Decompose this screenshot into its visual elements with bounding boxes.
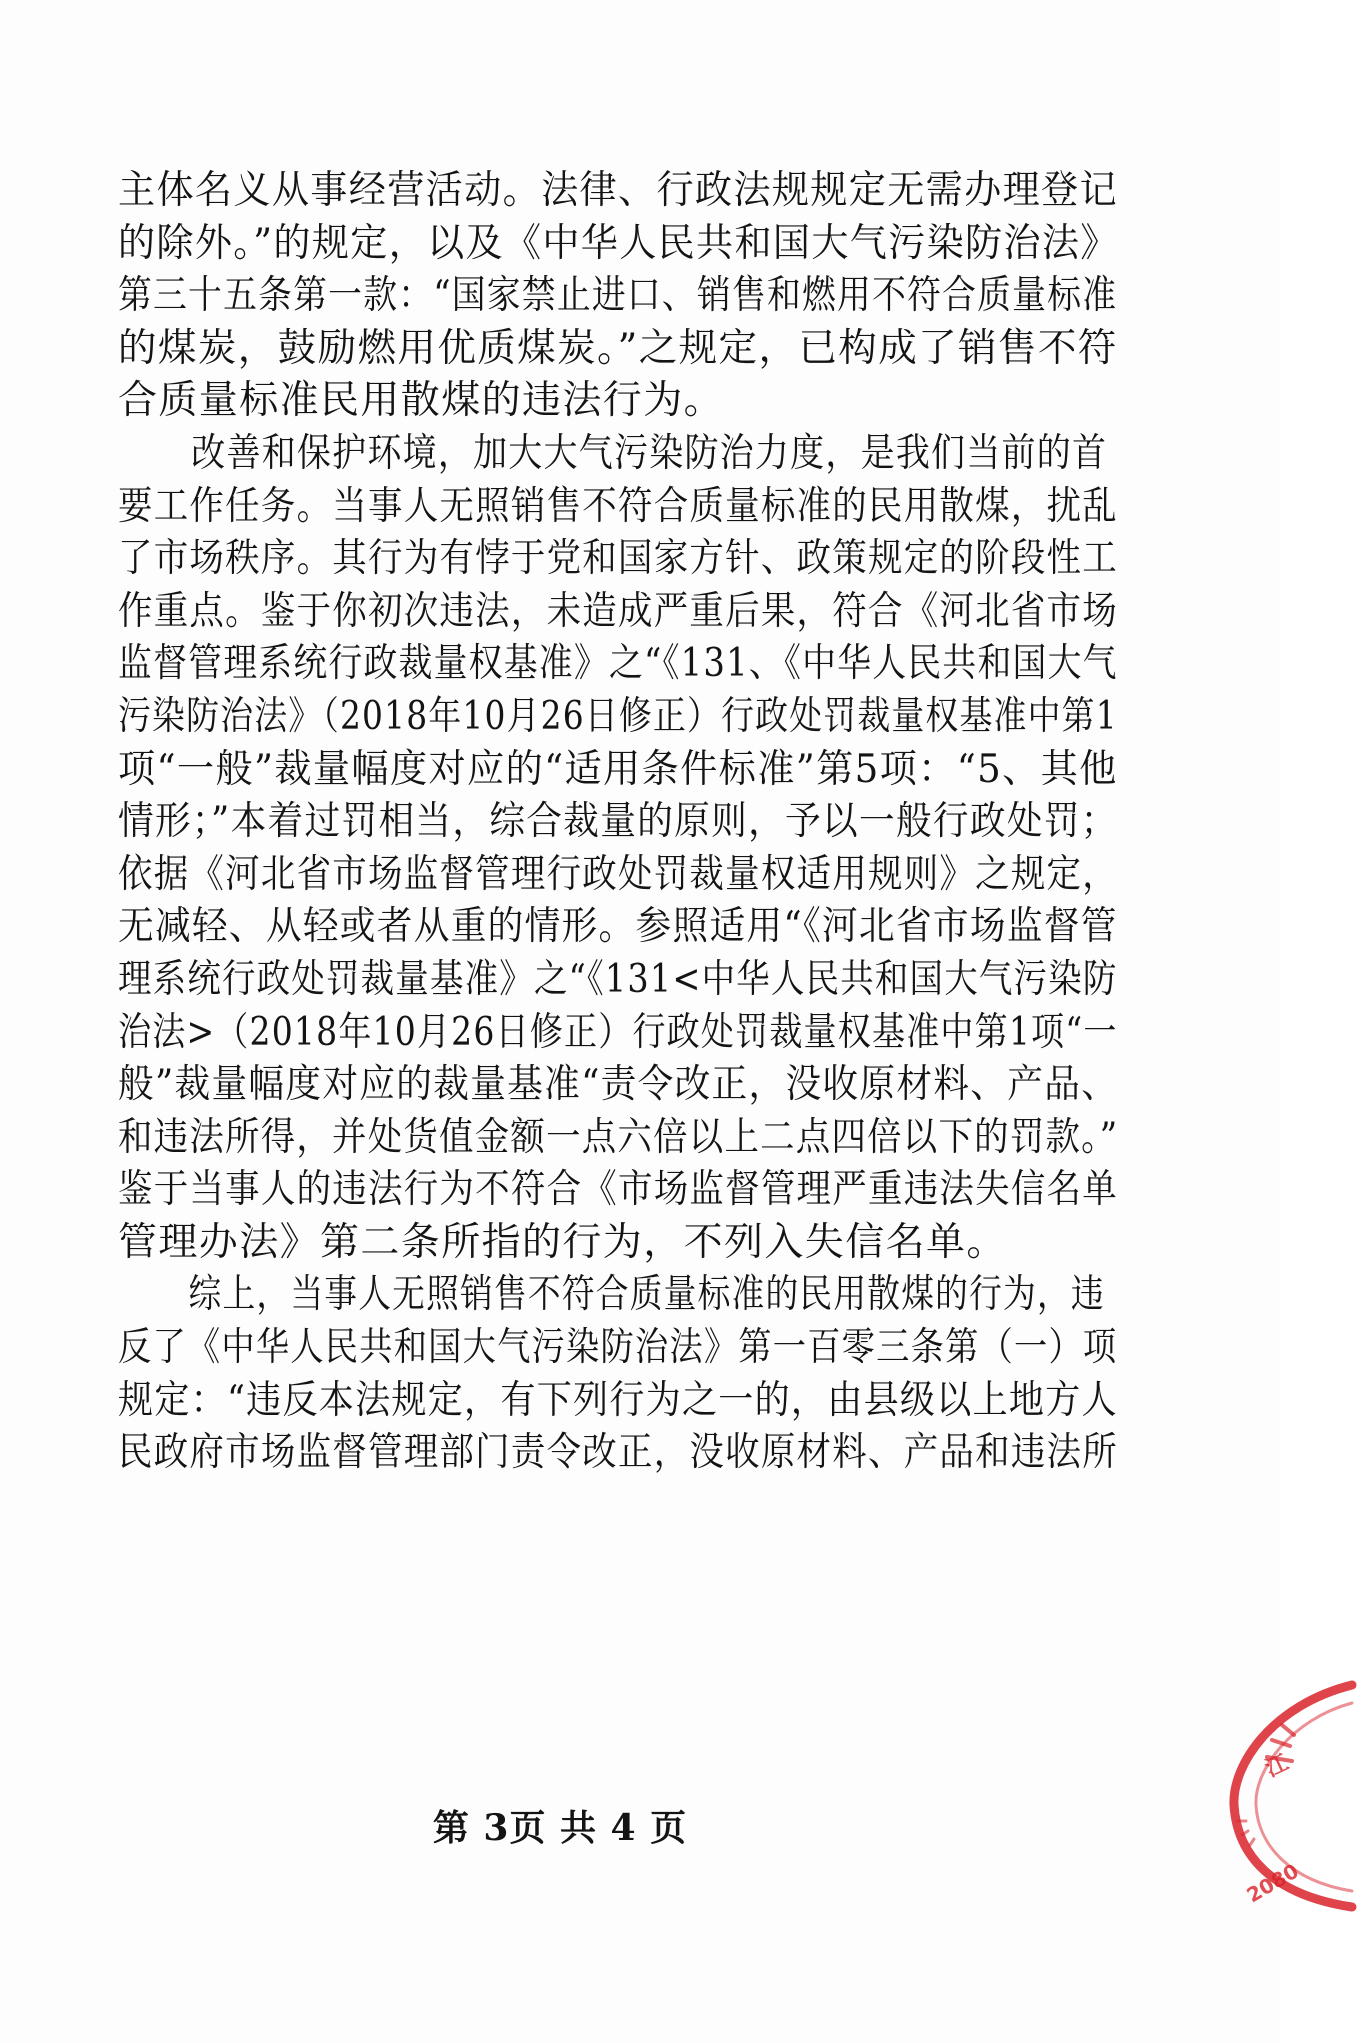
document-body (118, 165, 1118, 1480)
text-line: 鉴于当事人的违法行为不符合《市场监督管理严重违法失信名单 (118, 1167, 1118, 1213)
text-line: 了市场秩序。其行为有悖于党和国家方针、政策规定的阶段性工 (118, 536, 1118, 582)
text-line: 理系统行政处罚裁量基准》之“《131<中华人民共和国大气污染防 (118, 956, 1118, 1002)
text-line: 污染防治法》（2018年10月26日修正）行政处罚裁量权基准中第1 (118, 693, 1118, 739)
seal-ring-outer (1234, 1685, 1352, 1907)
text-line: 规定：“违反本法规定，有下列行为之一的，由县级以上地方人 (118, 1377, 1118, 1423)
text-line: 要工作任务。当事人无照销售不符合质量标准的民用散煤，扰乱 (118, 483, 1118, 529)
seal-number-fragment: 2080 (1242, 1858, 1303, 1908)
text-line: 情形；”本着过罚相当，综合裁量的原则，予以一般行政处罚； (118, 799, 1118, 845)
seal-ring-inner (1256, 1703, 1352, 1891)
text-line: 改善和保护环境，加大大气污染防治力度，是我们当前的首 (191, 430, 1108, 476)
text-line: 反了《中华人民共和国大气污染防治法》第一百零三条第（一）项 (118, 1325, 1118, 1371)
official-seal-stamp-icon (1212, 1645, 1362, 1945)
text-line: 主体名义从事经营活动。法律、行政法规规定无需办理登记 (118, 168, 1118, 213)
text-line: 作重点。鉴于你初次违法，未造成严重后果，符合《河北省市场 (118, 588, 1118, 634)
seal-text-fragment: 江 (1261, 1750, 1293, 1783)
text-line: 的煤炭，鼓励燃用优质煤炭。”之规定，已构成了销售不符 (118, 325, 1118, 371)
text-line: 和违法所得，并处货值金额一点六倍以上二点四倍以下的罚款。” (118, 1114, 1119, 1160)
text-line: 依据《河北省市场监督管理行政处罚裁量权适用规则》之规定， (118, 851, 1118, 897)
text-line: 的除外。”的规定，以及《中华人民共和国大气污染防治法》 (118, 220, 1119, 266)
page-number-footer: 第 3页 共 4 页 (432, 1807, 688, 1849)
text-line: 第三十五条第一款：“国家禁止进口、销售和燃用不符合质量标准 (118, 273, 1118, 319)
text-line: 民政府市场监督管理部门责令改正，没收原材料、产品和违法所 (118, 1430, 1118, 1476)
text-line: 治法>（2018年10月26日修正）行政处罚裁量权基准中第1项“一 (118, 1009, 1118, 1055)
text-line: 般”裁量幅度对应的裁量基准“责令改正，没收原材料、产品、 (118, 1062, 1119, 1108)
text-line: 项“一般”裁量幅度对应的“适用条件标准”第5项：“5、其他 (118, 746, 1118, 792)
text-line: 无减轻、从轻或者从重的情形。参照适用“《河北省市场监督管 (118, 904, 1118, 950)
text-line: 管理办法》第二条所指的行为，不列入失信名单。 (118, 1219, 1007, 1265)
text-line: 监督管理系统行政裁量权基准》之“《131、《中华人民共和国大气 (118, 641, 1118, 687)
text-line: 综上，当事人无照销售不符合质量标准的民用散煤的行为，违 (188, 1272, 1105, 1318)
text-line: 合质量标准民用散煤的违法行为。 (118, 378, 725, 424)
